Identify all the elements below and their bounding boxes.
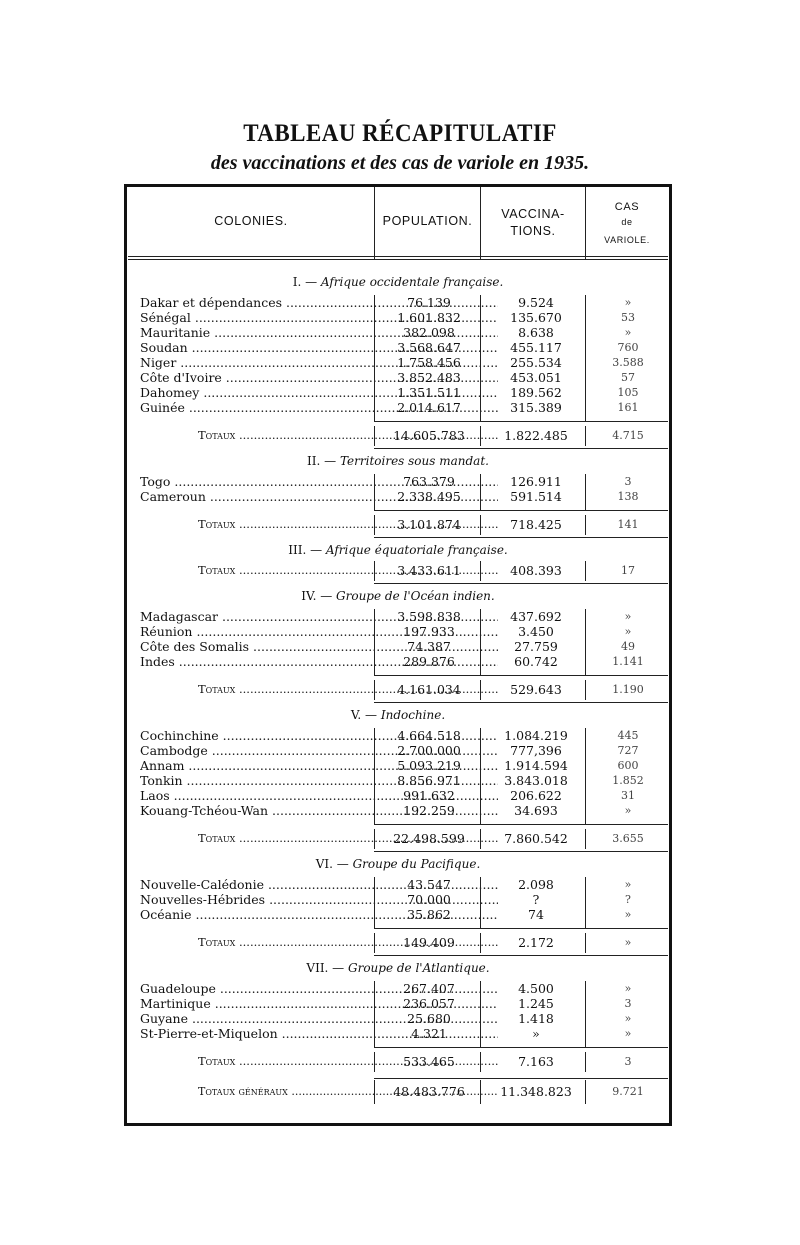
population-value: 192.259 [403, 803, 455, 818]
cas-value: 17 [621, 564, 635, 577]
section-title: Afrique occidentale française. [320, 275, 504, 289]
header-cas-2: de [621, 217, 633, 227]
colony-name: Totaux ..... [198, 428, 498, 443]
vaccinations-value: 453.051 [510, 370, 562, 385]
population-value: 70.000 [407, 892, 451, 907]
colony-name: Guyane ..... [140, 1011, 498, 1026]
population-value: 1.758.456 [397, 355, 461, 370]
population-value: 22.498.599 [393, 831, 465, 846]
vaccinations-value: 126.911 [510, 474, 562, 489]
colony-name: Côte d'Ivoire ..... [140, 370, 498, 385]
cas-value: 57 [621, 371, 635, 384]
table-row [128, 773, 668, 788]
subtotal-rule [374, 1047, 668, 1048]
population-value: 14.605.783 [393, 428, 465, 443]
population-value: 267.407 [403, 981, 455, 996]
section-rule [374, 955, 668, 956]
colony-name: Cameroun ..... [140, 489, 498, 504]
colony-name: Nouvelles-Hébrides ..... [140, 892, 498, 907]
vaccinations-value: 2.172 [518, 935, 554, 950]
population-value: 3.852.483 [397, 370, 461, 385]
cas-value: 31 [621, 789, 635, 802]
vaccinations-value: 255.534 [510, 355, 562, 370]
vaccinations-value: 1.418 [518, 1011, 554, 1026]
vaccinations-value: 777,396 [510, 743, 562, 758]
grand-total-row [128, 1084, 668, 1099]
table-row [128, 1011, 668, 1026]
cas-value: » [624, 1027, 632, 1040]
section-label: II. — [307, 454, 340, 468]
cas-value: » [624, 296, 632, 309]
col-divider [374, 295, 375, 421]
colony-name: Côte des Somalis ..... [140, 639, 498, 654]
page-subtitle: des vaccinations et des cas de variole en 1935. [210, 152, 590, 174]
table-row [128, 385, 668, 400]
vaccinations-value: 718.425 [510, 517, 562, 532]
subtotal-rule [374, 824, 668, 825]
cas-value: 727 [617, 744, 639, 757]
total-row [128, 831, 668, 846]
cas-value: 161 [617, 401, 639, 414]
vaccinations-value: 455.117 [510, 340, 562, 355]
section-rule [374, 537, 668, 538]
colony-name: Indes ..... [140, 654, 498, 669]
table-row [128, 609, 668, 624]
cas-value: » [624, 326, 632, 339]
table-row [128, 1026, 668, 1041]
colony-name: Cambodge ..... [140, 743, 498, 758]
col-divider [374, 981, 375, 1047]
cas-value: » [624, 982, 632, 995]
col-divider [480, 295, 481, 421]
header-rule [128, 256, 668, 257]
colony-name: Totaux ..... [198, 517, 498, 532]
cas-value: » [624, 625, 632, 638]
vaccinations-value: 4.500 [518, 981, 554, 996]
population-value: 3.101.874 [397, 517, 461, 532]
vaccinations-value: 408.393 [510, 563, 562, 578]
col-divider [585, 981, 586, 1047]
table-row [128, 788, 668, 803]
section-title: Territoires sous mandat. [339, 454, 489, 468]
vaccinations-value: 315.389 [510, 400, 562, 415]
cas-value: 1.852 [612, 774, 644, 787]
table-row [128, 803, 668, 818]
population-value: 2.014.617 [397, 400, 461, 415]
vaccinations-value: 189.562 [510, 385, 562, 400]
population-value: 3.433.611 [397, 563, 461, 578]
col-divider [585, 295, 586, 421]
vaccinations-value: 7.860.542 [504, 831, 568, 846]
population-value: 382.098 [403, 325, 455, 340]
colony-name: Totaux ..... [198, 563, 498, 578]
cas-value: 141 [617, 518, 639, 531]
colony-name: Annam ..... [140, 758, 498, 773]
colony-name: Togo ..... [140, 474, 498, 489]
section-title: Groupe du Pacifique. [352, 857, 481, 871]
col-divider [585, 474, 586, 510]
col-divider [374, 728, 375, 824]
table-row [128, 654, 668, 669]
total-row [128, 517, 668, 532]
vaccinations-value: 11.348.823 [500, 1084, 572, 1099]
vaccinations-value: 34.693 [514, 803, 558, 818]
population-value: 533.465 [403, 1054, 455, 1069]
grand-total-rule [374, 1078, 668, 1079]
header-vaccinations-1: VACCINA- [501, 207, 565, 221]
header-vaccinations-2: TIONS. [510, 224, 556, 238]
cas-value: 3.655 [612, 832, 644, 845]
table-row [128, 310, 668, 325]
table-row [128, 743, 668, 758]
cas-value: 1.190 [612, 683, 644, 696]
cas-value: 1.141 [612, 655, 644, 668]
col-divider-2 [480, 187, 481, 259]
population-value: 74.387 [407, 639, 451, 654]
colony-name: Océanie ..... [140, 907, 498, 922]
section-heading [128, 589, 668, 603]
vaccinations-value: 2.098 [518, 877, 554, 892]
cas-value: 3.588 [612, 356, 644, 369]
total-row [128, 682, 668, 697]
col-divider [374, 474, 375, 510]
section-heading [128, 454, 668, 468]
col-divider [480, 474, 481, 510]
vaccinations-value: 27.759 [514, 639, 558, 654]
cas-value: 3 [624, 475, 632, 488]
section-title: Groupe de l'Atlantique. [348, 961, 490, 975]
vaccinations-value: 74 [528, 907, 544, 922]
header-cas-3: VARIOLE. [604, 235, 650, 245]
cas-value: 3 [624, 1055, 632, 1068]
section-heading [128, 708, 668, 722]
population-value: 8.856.971 [397, 773, 461, 788]
section-heading [128, 543, 668, 557]
vaccinations-value: 1.245 [518, 996, 554, 1011]
cas-value: » [624, 908, 632, 921]
header-rule-2 [128, 259, 668, 260]
total-row [128, 1054, 668, 1069]
vaccinations-value: 1.084.219 [504, 728, 568, 743]
table-row [128, 877, 668, 892]
section-label: VI. — [315, 857, 353, 871]
colony-name: Kouang-Tchéou-Wan ..... [140, 803, 498, 818]
cas-value: » [624, 1012, 632, 1025]
table-row [128, 340, 668, 355]
page-title: TABLEAU RÉCAPITULATIF [243, 120, 557, 147]
subtotal-rule [374, 675, 668, 676]
col-divider [374, 877, 375, 928]
population-value: 3.598.838 [397, 609, 461, 624]
table-row [128, 907, 668, 922]
colony-name: Dahomey ..... [140, 385, 498, 400]
colony-name: Soudan ..... [140, 340, 498, 355]
section-label: VII. — [306, 961, 348, 975]
table-row [128, 639, 668, 654]
cas-value: 760 [617, 341, 639, 354]
cas-value: 9.721 [612, 1085, 644, 1098]
colony-name: Cochinchine ..... [140, 728, 498, 743]
section-title: Indochine. [380, 708, 446, 722]
population-value: 5.093.219 [397, 758, 461, 773]
col-divider [480, 877, 481, 928]
section-heading [128, 857, 668, 871]
col-divider [480, 981, 481, 1047]
vaccinations-value: 529.643 [510, 682, 562, 697]
cas-value: 445 [617, 729, 639, 742]
colony-name: Totaux ..... [198, 1054, 498, 1069]
header-population: POPULATION. [382, 214, 473, 228]
col-divider [585, 877, 586, 928]
section-rule [374, 702, 668, 703]
vaccinations-value: 7.163 [518, 1054, 554, 1069]
total-row [128, 428, 668, 443]
table-row [128, 892, 668, 907]
colony-name: Tonkin ..... [140, 773, 498, 788]
section-label: IV. — [301, 589, 337, 603]
table-row [128, 355, 668, 370]
colony-name: Totaux généraux ..... [198, 1084, 498, 1099]
colony-name: Nouvelle-Calédonie ..... [140, 877, 498, 892]
table-row [128, 758, 668, 773]
population-value: 2.338.495 [397, 489, 461, 504]
colony-name: Réunion ..... [140, 624, 498, 639]
section-rule [374, 851, 668, 852]
table-row [128, 489, 668, 504]
col-divider [374, 609, 375, 675]
population-value: 4.161.034 [397, 682, 461, 697]
vaccinations-value: » [532, 1026, 540, 1041]
cas-value: 138 [617, 490, 639, 503]
table-row [128, 295, 668, 310]
population-value: 1.351.511 [397, 385, 461, 400]
col-divider [480, 728, 481, 824]
colony-name: Mauritanie ..... [140, 325, 498, 340]
vaccinations-value: 135.670 [510, 310, 562, 325]
section-title: Afrique équatoriale française. [325, 543, 508, 557]
colony-name: St-Pierre-et-Miquelon ..... [140, 1026, 498, 1041]
cas-value: ? [625, 893, 631, 906]
colony-name: Totaux ..... [198, 682, 498, 697]
total-row [128, 563, 668, 578]
population-value: 4.664.518 [397, 728, 461, 743]
subtotal-rule [374, 421, 668, 422]
header-colonies: COLONIES. [214, 214, 288, 228]
population-value: 763.379 [403, 474, 455, 489]
table-row [128, 996, 668, 1011]
section-label: I. — [292, 275, 321, 289]
subtotal-rule [374, 510, 668, 511]
col-divider [585, 609, 586, 675]
table-row [128, 400, 668, 415]
cas-value: » [624, 804, 632, 817]
cas-value: » [624, 610, 632, 623]
section-rule [374, 448, 668, 449]
vaccinations-value: 60.742 [514, 654, 558, 669]
table-row [128, 981, 668, 996]
vaccinations-value: 8.638 [518, 325, 554, 340]
cas-value: 105 [617, 386, 639, 399]
colony-name: Totaux ..... [198, 935, 498, 950]
population-value: 197.933 [403, 624, 455, 639]
colony-name: Guinée ..... [140, 400, 498, 415]
colony-name: Laos ..... [140, 788, 498, 803]
table-row [128, 370, 668, 385]
table-row [128, 474, 668, 489]
population-value: 48.483.776 [393, 1084, 465, 1099]
cas-value: 4.715 [612, 429, 644, 442]
population-value: 76.139 [407, 295, 451, 310]
colony-name: Sénégal ..... [140, 310, 498, 325]
colony-name: Martinique ..... [140, 996, 498, 1011]
table-row [128, 728, 668, 743]
population-value: 35.862 [407, 907, 451, 922]
vaccinations-value: 3.450 [518, 624, 554, 639]
colony-name: Niger ..... [140, 355, 498, 370]
cas-value: » [624, 936, 632, 949]
cas-value: 53 [621, 311, 635, 324]
table-row [128, 325, 668, 340]
table-row [128, 624, 668, 639]
section-heading [128, 275, 668, 289]
population-value: 1.601.832 [397, 310, 461, 325]
cas-value: » [624, 878, 632, 891]
vaccinations-value: 9.524 [518, 295, 554, 310]
vaccinations-value: 591.514 [510, 489, 562, 504]
vaccinations-value: 206.622 [510, 788, 562, 803]
colony-name: Totaux ..... [198, 831, 498, 846]
header-cas-1: CAS [614, 201, 640, 213]
population-value: 4.321 [411, 1026, 447, 1041]
subtotal-rule [374, 928, 668, 929]
population-value: 149.409 [403, 935, 455, 950]
vaccinations-value: 3.843.018 [504, 773, 568, 788]
col-divider [585, 728, 586, 824]
vaccinations-value: 1.914.594 [504, 758, 568, 773]
section-label: V. — [350, 708, 381, 722]
population-value: 289.876 [403, 654, 455, 669]
population-value: 991.632 [403, 788, 455, 803]
colony-name: Madagascar ..... [140, 609, 498, 624]
cas-value: 3 [624, 997, 632, 1010]
section-heading [128, 961, 668, 975]
colony-name: Dakar et dépendances ..... [140, 295, 498, 310]
colony-name: Guadeloupe ..... [140, 981, 498, 996]
section-title: Groupe de l'Océan indien. [336, 589, 495, 603]
cas-value: 600 [617, 759, 639, 772]
population-value: 236.057 [403, 996, 455, 1011]
total-row [128, 935, 668, 950]
vaccinations-value: ? [532, 892, 540, 907]
population-value: 3.568.647 [397, 340, 461, 355]
vaccinations-value: 1.822.485 [504, 428, 568, 443]
col-divider [480, 609, 481, 675]
cas-value: 49 [621, 640, 635, 653]
section-label: III. — [288, 543, 326, 557]
population-value: 2.700.000 [397, 743, 461, 758]
section-rule [374, 583, 668, 584]
population-value: 25.680 [407, 1011, 451, 1026]
vaccinations-value: 437.692 [510, 609, 562, 624]
population-value: 43.547 [407, 877, 451, 892]
